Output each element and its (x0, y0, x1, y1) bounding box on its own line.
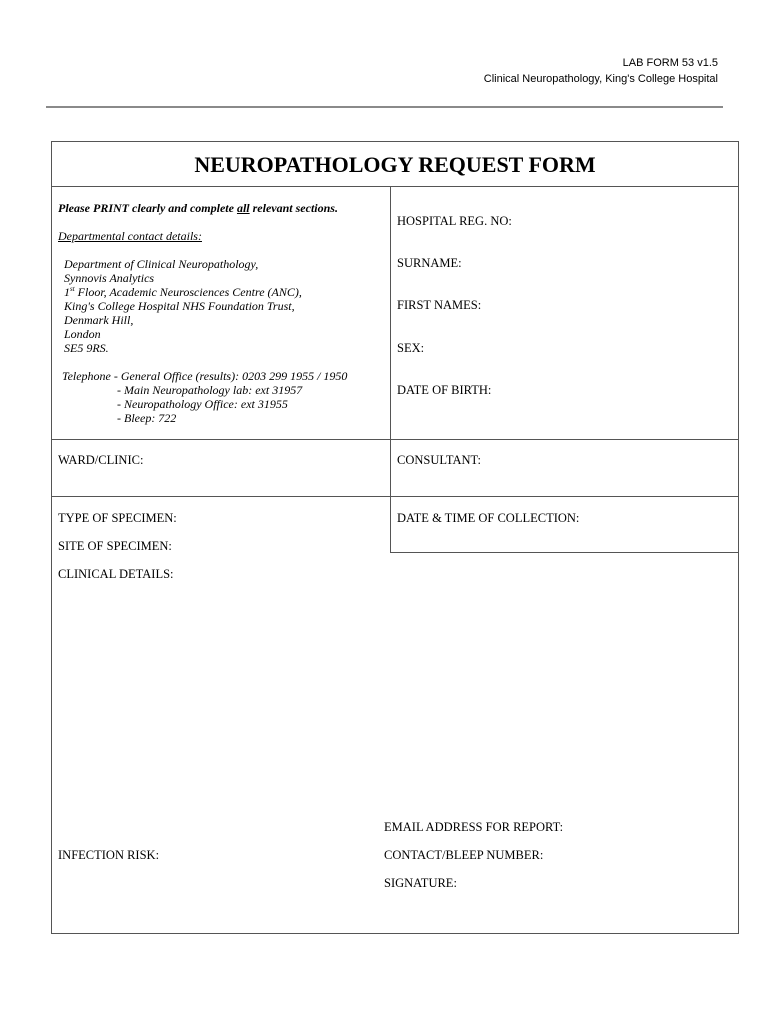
hospital-reg-field[interactable]: HOSPITAL REG. NO: (397, 214, 512, 228)
department-name: Clinical Neuropathology, King's College Hospital (483, 73, 718, 85)
address-line: King's College Hospital NHS Foundation Trust, (64, 299, 295, 313)
address-line: London (64, 327, 101, 341)
sex-field[interactable]: SEX: (397, 341, 425, 355)
form-id: LAB FORM 53 v1.5 (622, 57, 718, 69)
address-line: Denmark Hill, (64, 313, 134, 327)
contact-bleep-field[interactable]: CONTACT/BLEEP NUMBER: (384, 848, 544, 862)
infection-risk-field[interactable]: INFECTION RISK: (58, 848, 160, 862)
telephone-line: - Neuropathology Office: ext 31955 (117, 397, 288, 411)
header-divider (46, 106, 723, 108)
address-line: SE5 9RS. (64, 341, 109, 355)
instructions: Please PRINT clearly and complete all relevant sections. (58, 201, 338, 215)
collection-datetime-field[interactable]: DATE & TIME OF COLLECTION: (397, 511, 580, 525)
first-names-field[interactable]: FIRST NAMES: (397, 298, 482, 312)
telephone-line: - Bleep: 722 (117, 411, 177, 425)
form-title: NEUROPATHOLOGY REQUEST FORM (194, 152, 596, 177)
signature-field[interactable]: SIGNATURE: (384, 876, 457, 890)
row-divider-2 (51, 496, 739, 497)
column-divider (390, 186, 391, 552)
telephone-line: - Main Neuropathology lab: ext 31957 (117, 383, 303, 397)
address-line: Synnovis Analytics (64, 271, 155, 285)
address-line: 1st Floor, Academic Neurosciences Centre (ANC), (64, 285, 302, 299)
ward-clinic-field[interactable]: WARD/CLINIC: (58, 453, 144, 467)
clinical-details-field[interactable]: CLINICAL DETAILS: (58, 567, 174, 581)
row-divider-1 (51, 439, 739, 440)
surname-field[interactable]: SURNAME: (397, 256, 462, 270)
email-report-field[interactable]: EMAIL ADDRESS FOR REPORT: (384, 820, 564, 834)
address-line: Department of Clinical Neuropathology, (64, 257, 259, 271)
specimen-site-field[interactable]: SITE OF SPECIMEN: (58, 539, 172, 553)
title-divider (51, 186, 739, 187)
contact-heading: Departmental contact details: (58, 229, 202, 243)
date-of-birth-field[interactable]: DATE OF BIRTH: (397, 383, 492, 397)
consultant-field[interactable]: CONSULTANT: (397, 453, 482, 467)
specimen-type-field[interactable]: TYPE OF SPECIMEN: (58, 511, 177, 525)
telephone-line: Telephone - General Office (results): 0203 299 1955 / 1950 (62, 369, 348, 383)
row-divider-3 (390, 552, 739, 553)
